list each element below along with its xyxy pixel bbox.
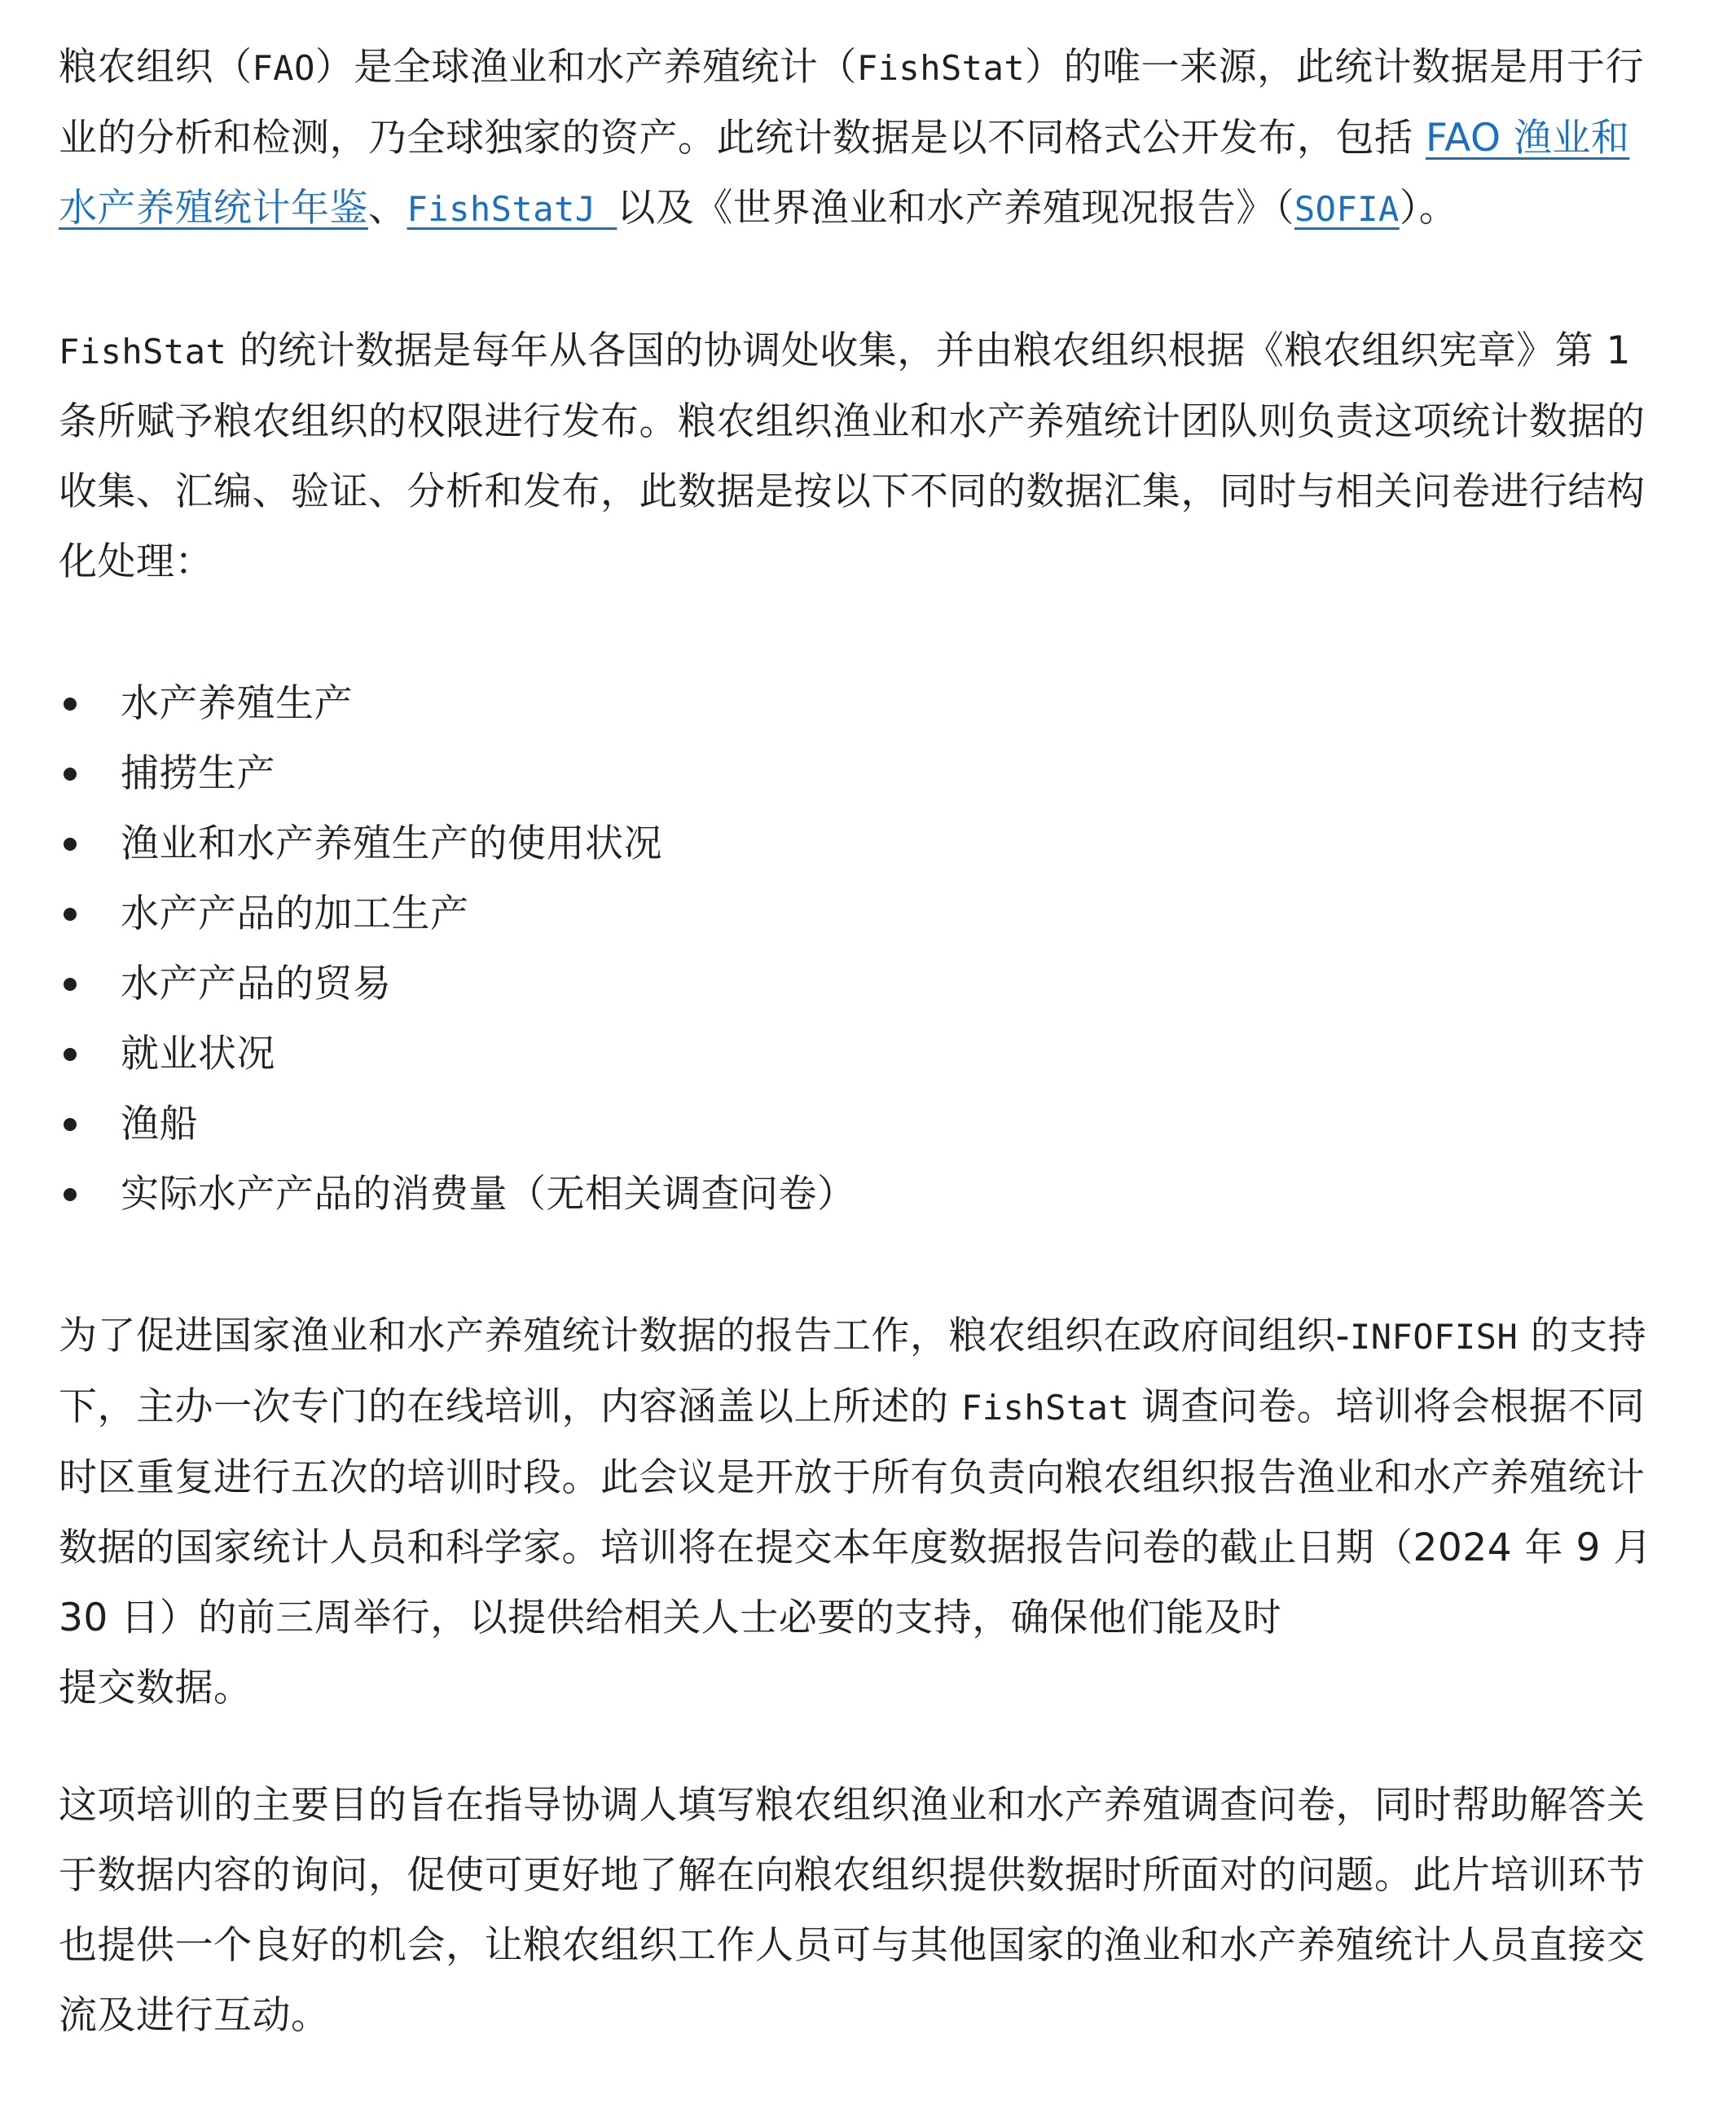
intro-paragraph	[59, 33, 1655, 244]
list-item-label: 水产产品的贸易	[121, 962, 392, 1006]
list-item-label: 就业状况	[121, 1032, 275, 1076]
list-item-label: 水产养殖生产	[121, 681, 353, 726]
intro-separator: 、	[368, 186, 407, 231]
sofia-link[interactable]: SOFIA	[1294, 189, 1400, 229]
data-collection-text: 的统计数据是每年从各国的协调处收集，并由粮农组织根据《粮农组织宪章》第 1 条所赋予粮农组织的权限进行发布。粮农组织渔业和水产养殖统计团队则负责这项统计数据的收集、汇编、验证、分析和发布，此数据是按以下不同的数据汇集，同时与相关问卷进行结构化处理：	[59, 328, 1646, 584]
list-item	[59, 1089, 1655, 1160]
list-item	[59, 809, 1655, 879]
intro-text-5: ）。	[1399, 186, 1458, 231]
fishstat-term: FishStat	[856, 48, 1026, 88]
training-purpose-text: 这项培训的主要目的旨在指导协调人填写粮农组织渔业和水产养殖调查问卷，同时帮助解答关于数据内容的询问，促使可更好地了解在向粮农组织提供数据时所面对的问题。此片培训环节也提供一个良好的机会，让粮农组织工作人员可与其他国家的渔业和水产养殖统计人员直接交流及进行互动。	[59, 1783, 1646, 2038]
list-item-label: 渔业和水产养殖生产的使用状况	[121, 821, 662, 866]
training-purpose-paragraph	[59, 1771, 1655, 2051]
intro-text-4: 以及《世界渔业和水产养殖现况报告》（	[617, 186, 1294, 231]
training-text-2: 的支持下，主办一次专门的在线培训，内容涵盖以上所述的	[59, 1314, 1647, 1429]
bullet-icon	[64, 908, 77, 921]
fao-abbreviation: FAO	[252, 48, 315, 88]
list-item	[59, 949, 1655, 1019]
list-item	[59, 879, 1655, 949]
bullet-icon	[64, 1048, 77, 1061]
training-text-3: 调查问卷。培训将会根据不同时区重复进行五次的培训时段。此会议是开放于所有负责向粮农组织报告渔业和水产养殖统计数据的国家统计人员和科学家。培训将在提交本年度数据报告问卷的截止日期（2024 年 9 月 30 日）的前三周举行，以提供给相关人士必要的支持，确保他们能及时	[59, 1384, 1652, 1640]
fishstat-term: FishStat	[960, 1388, 1130, 1428]
data-collection-paragraph	[59, 316, 1655, 597]
training-text-4: 提交数据。	[59, 1666, 253, 1710]
list-item	[59, 669, 1655, 739]
bullet-icon	[64, 838, 77, 851]
fishstat-term: FishStat	[59, 332, 227, 372]
list-item-label: 捕捞生产	[121, 751, 275, 796]
bullet-icon	[64, 978, 77, 991]
fao-yearbook-link[interactable]: FAO 渔业和水产养殖统计年鉴	[59, 116, 1630, 231]
bullet-icon	[64, 768, 77, 781]
collections-list	[59, 669, 1655, 1230]
training-paragraph	[59, 1301, 1655, 1723]
intro-text-3: ）的唯一来源，此统计数据是用于行业的分析和检测，乃全球独家的资产。此统计数据是以不同格式公开发布，包括	[59, 45, 1645, 161]
infofish-term: INFOFISH	[1349, 1317, 1518, 1357]
list-item-label: 实际水产产品的消费量（无相关调查问卷）	[121, 1172, 856, 1217]
fishstatj-link[interactable]: FishStatJ	[407, 189, 617, 229]
training-text-1: 为了促进国家渔业和水产养殖统计数据的报告工作，粮农组织在政府间组织-	[59, 1314, 1350, 1358]
bullet-icon	[64, 698, 77, 711]
list-item	[59, 1019, 1655, 1089]
list-item-label: 水产产品的加工生产	[121, 891, 469, 936]
article-body	[59, 33, 1655, 2051]
list-item-label: 渔船	[121, 1102, 198, 1147]
list-item	[59, 1160, 1655, 1230]
bullet-icon	[64, 1188, 77, 1201]
intro-text-1: 粮农组织（	[59, 45, 253, 90]
intro-text-2: ）是全球渔业和水产养殖统计（	[314, 45, 857, 90]
list-item	[59, 739, 1655, 809]
bullet-icon	[64, 1118, 77, 1131]
